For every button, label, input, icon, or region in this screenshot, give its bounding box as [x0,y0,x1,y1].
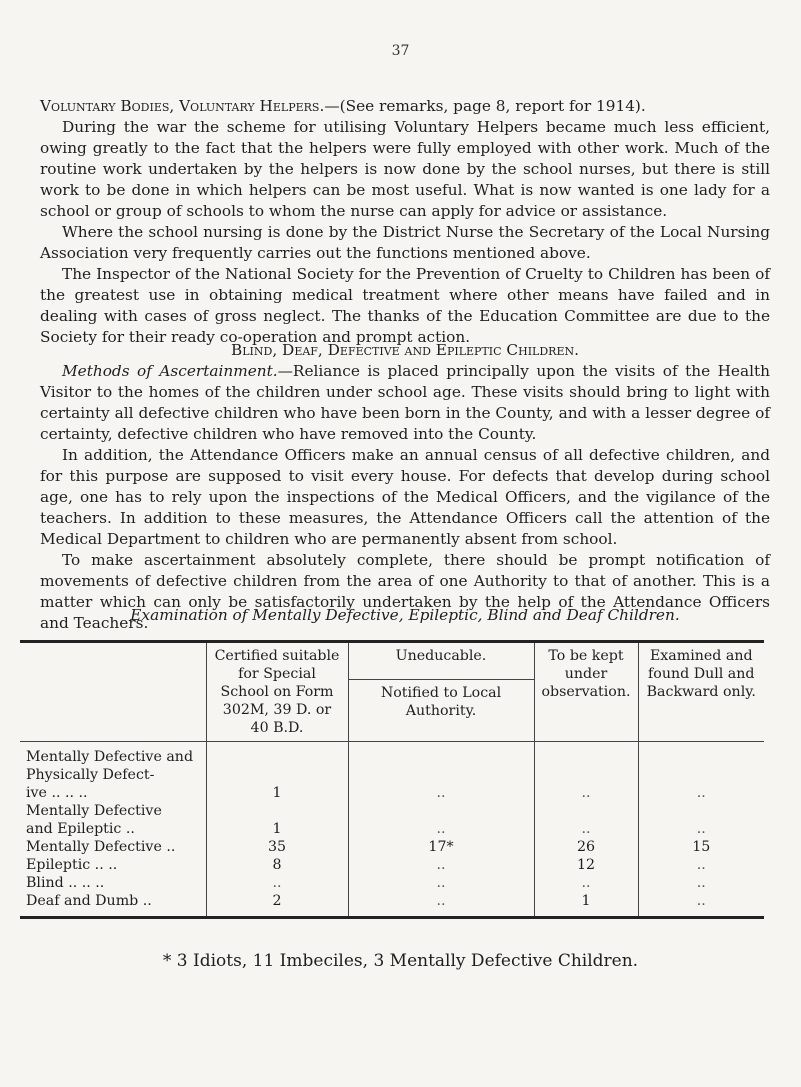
cell-dull: 15 [638,838,764,856]
cell-dull: .. [638,802,764,838]
table-row [20,838,764,856]
row-label-line: Mentally Defective [26,803,162,819]
cell-notified: .. [348,802,534,838]
cell-observation: 1 [534,892,638,918]
row-label-line: Deaf and Dumb .. [26,893,152,909]
methods-text: —Reliance is placed principally upon the visits of the Health Visitor to the homes of the children under school age. These visits should bring to light with certainty all defective children who have been born in the County, and with a lesser degree of certainty, defective children who have removed into the County. [40,362,771,443]
cell-certified: 2 [206,892,348,918]
table-row [20,892,764,918]
row-label [20,838,206,856]
cell-certified: 1 [206,748,348,802]
cell-observation: 12 [534,856,638,874]
table-row [20,874,764,892]
cell-certified: 1 [206,802,348,838]
paragraph: To make ascertainment absolutely complete, there should be prompt notification of movements of defective children from the area of one Authority to that of another. This is a matter which can only be satisfactorily undertaken by the help of the Attendance Officers and Teachers. [40,551,770,632]
paragraph: During the war the scheme for utilising Voluntary Helpers became much less efficient, owing greatly to the fact that the helpers were fully employed with other work. Much of the routine work undertaken by the helpers is now done by the school nurses, but there is still work to be done in which helpers can be most useful. What is now wanted is one lady for a school or group of schools to whom the nurse can apply for advice or assistance. [40,118,770,220]
cell-certified: 35 [206,838,348,856]
section-heading-voluntary [40,96,770,117]
row-label-line: Mentally Defective .. [26,839,176,855]
row-label-line: Mentally Defective and [26,749,194,765]
section-heading-blind-deaf: Blind, Deaf, Defective and Epileptic Children. [231,341,579,359]
header-dull-backward: Examined and found Dull and Backward only. [638,642,764,742]
cell-certified: .. [206,874,348,892]
row-label-line: Blind .. .. .. [26,875,105,891]
cell-notified: .. [348,748,534,802]
row-label-line: ive .. .. .. [26,785,88,801]
cell-dull: .. [638,892,764,918]
header-observation: To be kept under observation. [534,642,638,742]
header-certified: Certified suitable for Special School on Form 302M, 39 D. or 40 B.D. [206,642,348,742]
cell-notified: .. [348,874,534,892]
header-notified: Notified to Local Authority. [348,680,534,742]
cell-observation: .. [534,748,638,802]
header-empty-cell [20,642,206,742]
row-label [20,892,206,918]
header-uneducable: Uneducable. [348,642,534,680]
heading-suffix: —(See remarks, page 8, report for 1914). [324,97,646,115]
row-label-line: Epileptic .. .. [26,857,118,873]
cell-dull: .. [638,856,764,874]
table-footnote: * 3 Idiots, 11 Imbeciles, 3 Mentally Defective Children. [162,951,639,971]
cell-notified: .. [348,892,534,918]
cell-observation: .. [534,874,638,892]
paragraph-methods [40,361,770,445]
paragraph: In addition, the Attendance Officers make an annual census of all defective children, and for this purpose are supposed to visit every house. For defects that develop during school age, one has to rely upon the inspections of the Medical Officers, and the vigilance of the teachers. In addition to these measures, the Attendance Officers call the attention of the Medical Department to children who are permanently absent from school. [40,446,770,548]
row-label-line: and Epileptic .. [26,821,135,837]
defective-children-section [40,340,770,634]
cell-notified: 17* [348,838,534,856]
table-row [20,748,764,802]
page-number: 37 [391,43,410,59]
methods-lead: Methods of Ascertainment. [62,362,278,380]
heading-text: Voluntary Bodies, Voluntary Helpers. [40,97,325,115]
paragraph: The Inspector of the National Society for the Prevention of Cruelty to Children has been of the greatest use in obtaining medical treatment where other means have failed and in dealing with cases of gross neglect. The thanks of the Education Committee are due to the Society for their ready co-operation and prompt action. [40,265,770,346]
table-caption: Examination of Mentally Defective, Epileptic, Blind and Deaf Children. [130,606,680,624]
row-label [20,748,206,802]
table-row [20,802,764,838]
paragraph: Where the school nursing is done by the District Nurse the Secretary of the Local Nursing Association very frequently carries out the functions mentioned above. [40,223,770,262]
row-label [20,874,206,892]
row-label [20,802,206,838]
voluntary-helpers-section [40,96,770,348]
table-row [20,856,764,874]
cell-dull: .. [638,748,764,802]
cell-certified: 8 [206,856,348,874]
cell-notified: .. [348,856,534,874]
cell-observation: 26 [534,838,638,856]
cell-dull: .. [638,874,764,892]
row-label [20,856,206,874]
cell-observation: .. [534,802,638,838]
header-row [20,642,764,680]
examination-table [20,640,764,919]
row-label-line: Physically Defect- [26,767,155,783]
